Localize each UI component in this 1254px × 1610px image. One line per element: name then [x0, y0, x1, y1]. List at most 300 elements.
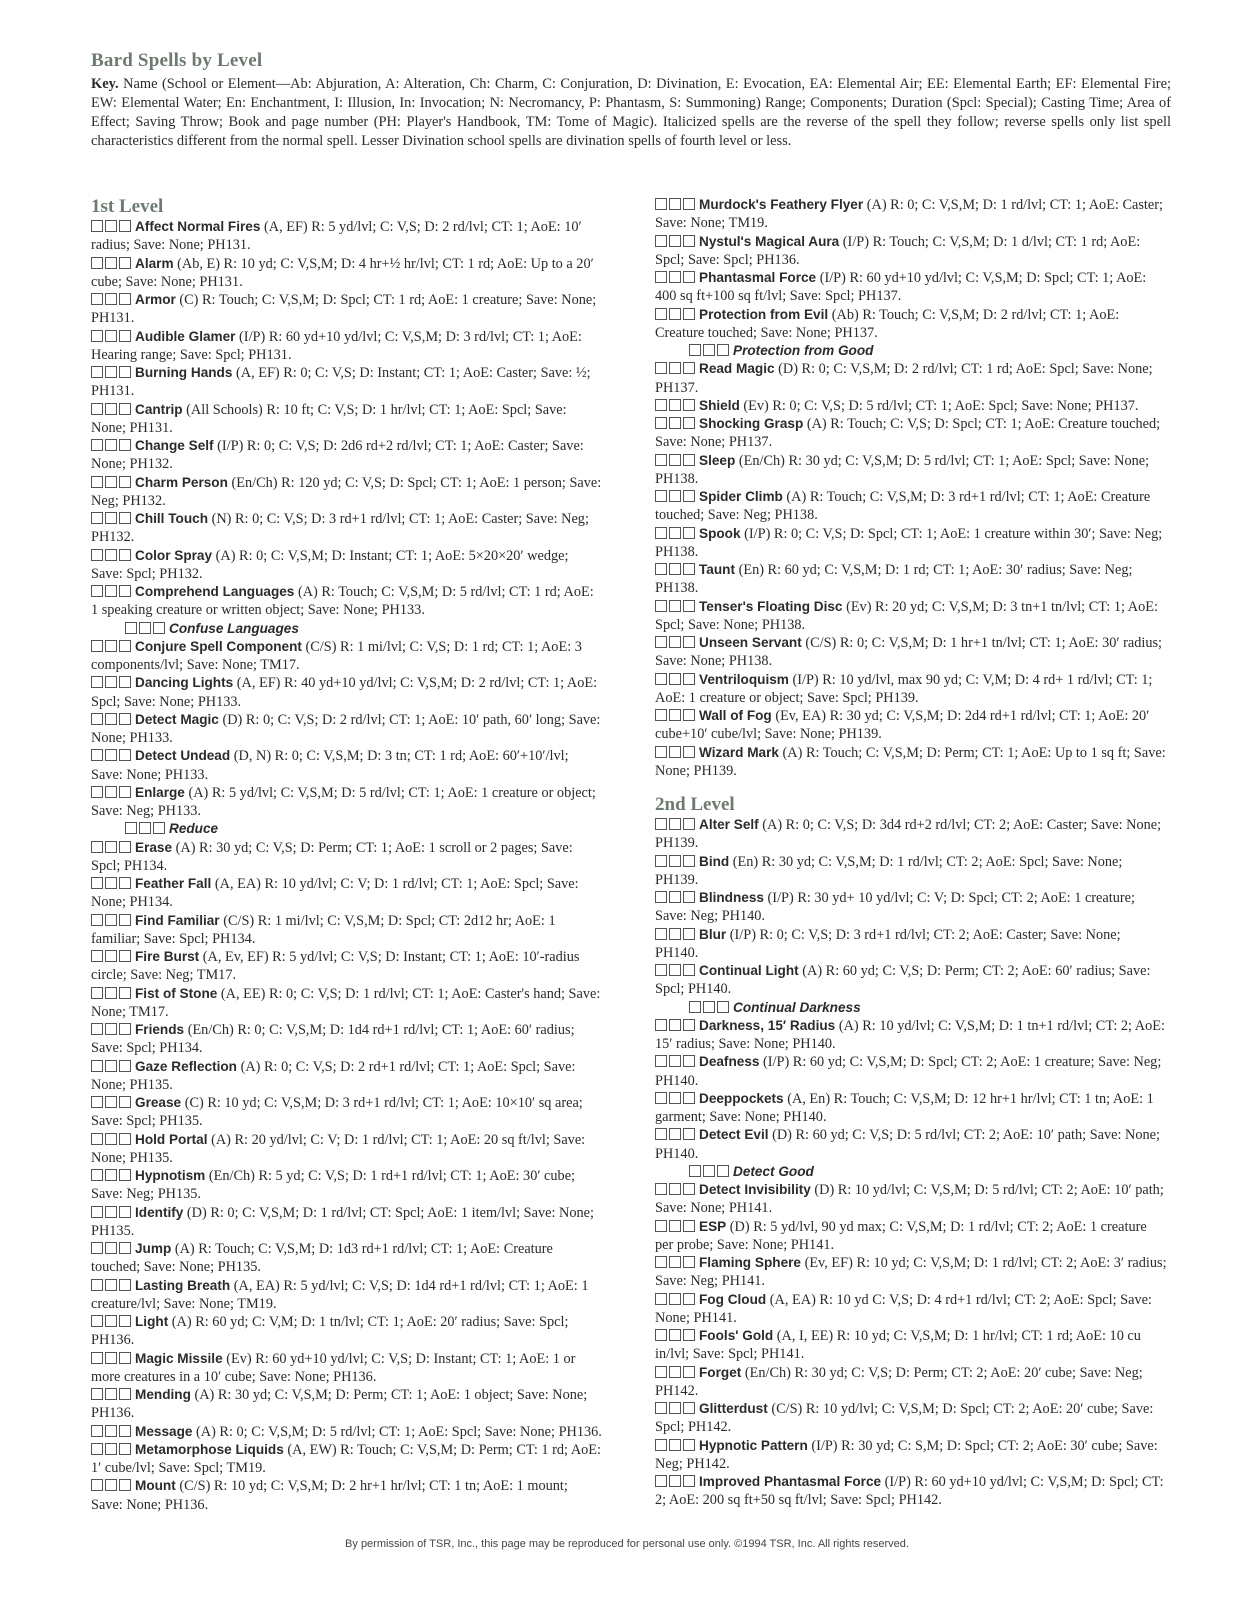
- checkbox-icon[interactable]: [119, 549, 131, 561]
- checkbox-icon[interactable]: [683, 1402, 695, 1414]
- checkbox-icon[interactable]: [105, 476, 117, 488]
- checkbox-icon[interactable]: [91, 1443, 103, 1455]
- checkbox-icon[interactable]: [655, 1256, 667, 1268]
- prep-checkboxes[interactable]: [91, 510, 133, 528]
- checkbox-icon[interactable]: [119, 257, 131, 269]
- checkbox-icon[interactable]: [717, 1001, 729, 1013]
- prep-checkboxes[interactable]: [655, 1126, 697, 1144]
- checkbox-icon[interactable]: [669, 964, 681, 976]
- checkbox-icon[interactable]: [91, 987, 103, 999]
- checkbox-icon[interactable]: [119, 1133, 131, 1145]
- checkbox-icon[interactable]: [669, 1220, 681, 1232]
- checkbox-icon[interactable]: [105, 512, 117, 524]
- checkbox-icon[interactable]: [105, 549, 117, 561]
- prep-checkboxes[interactable]: [91, 583, 133, 601]
- checkbox-icon[interactable]: [119, 1352, 131, 1364]
- checkbox-icon[interactable]: [105, 1060, 117, 1072]
- checkbox-icon[interactable]: [655, 198, 667, 210]
- checkbox-icon[interactable]: [683, 399, 695, 411]
- checkbox-icon[interactable]: [703, 344, 715, 356]
- checkbox-icon[interactable]: [105, 713, 117, 725]
- prep-checkboxes[interactable]: [655, 1437, 697, 1455]
- prep-checkboxes[interactable]: [91, 674, 133, 692]
- checkbox-icon[interactable]: [683, 818, 695, 830]
- prep-checkboxes[interactable]: [91, 948, 133, 966]
- prep-checkboxes[interactable]: [655, 415, 697, 433]
- checkbox-icon[interactable]: [105, 841, 117, 853]
- checkbox-icon[interactable]: [655, 636, 667, 648]
- checkbox-icon[interactable]: [655, 563, 667, 575]
- prep-checkboxes[interactable]: [655, 196, 697, 214]
- checkbox-icon[interactable]: [655, 399, 667, 411]
- checkbox-icon[interactable]: [683, 308, 695, 320]
- checkbox-icon[interactable]: [683, 1366, 695, 1378]
- prep-checkboxes[interactable]: [91, 1386, 133, 1404]
- checkbox-icon[interactable]: [119, 220, 131, 232]
- checkbox-icon[interactable]: [689, 1165, 701, 1177]
- checkbox-icon[interactable]: [105, 640, 117, 652]
- checkbox-icon[interactable]: [683, 1329, 695, 1341]
- checkbox-icon[interactable]: [655, 308, 667, 320]
- checkbox-icon[interactable]: [105, 987, 117, 999]
- checkbox-icon[interactable]: [91, 1060, 103, 1072]
- checkbox-icon[interactable]: [119, 403, 131, 415]
- checkbox-icon[interactable]: [105, 1206, 117, 1218]
- checkbox-icon[interactable]: [669, 709, 681, 721]
- checkbox-icon[interactable]: [105, 1169, 117, 1181]
- prep-checkboxes[interactable]: [91, 1350, 133, 1368]
- checkbox-icon[interactable]: [119, 512, 131, 524]
- prep-checkboxes[interactable]: [655, 1327, 697, 1345]
- prep-checkboxes[interactable]: [91, 474, 133, 492]
- checkbox-icon[interactable]: [683, 454, 695, 466]
- prep-checkboxes[interactable]: [125, 620, 167, 638]
- prep-checkboxes[interactable]: [91, 1131, 133, 1149]
- checkbox-icon[interactable]: [669, 563, 681, 575]
- checkbox-icon[interactable]: [669, 1019, 681, 1031]
- prep-checkboxes[interactable]: [655, 1090, 697, 1108]
- checkbox-icon[interactable]: [105, 1443, 117, 1455]
- checkbox-icon[interactable]: [119, 987, 131, 999]
- prep-checkboxes[interactable]: [91, 364, 133, 382]
- prep-checkboxes[interactable]: [91, 547, 133, 565]
- checkbox-icon[interactable]: [105, 1133, 117, 1145]
- checkbox-icon[interactable]: [119, 330, 131, 342]
- checkbox-icon[interactable]: [689, 344, 701, 356]
- checkbox-icon[interactable]: [683, 490, 695, 502]
- prep-checkboxes[interactable]: [655, 1291, 697, 1309]
- checkbox-icon[interactable]: [105, 1023, 117, 1035]
- prep-checkboxes[interactable]: [91, 1021, 133, 1039]
- prep-checkboxes[interactable]: [655, 889, 697, 907]
- reverse-spell-entry: [655, 999, 1167, 1017]
- checkbox-icon[interactable]: [655, 709, 667, 721]
- prep-checkboxes[interactable]: [655, 926, 697, 944]
- checkbox-icon[interactable]: [125, 822, 137, 834]
- checkbox-icon[interactable]: [683, 891, 695, 903]
- prep-checkboxes[interactable]: [91, 985, 133, 1003]
- checkbox-icon[interactable]: [669, 1256, 681, 1268]
- prep-checkboxes[interactable]: [655, 1181, 697, 1199]
- checkbox-icon[interactable]: [669, 1439, 681, 1451]
- checkbox-icon[interactable]: [683, 563, 695, 575]
- prep-checkboxes[interactable]: [91, 1094, 133, 1112]
- checkbox-icon[interactable]: [105, 1425, 117, 1437]
- checkbox-icon[interactable]: [105, 749, 117, 761]
- checkbox-icon[interactable]: [669, 454, 681, 466]
- checkbox-icon[interactable]: [655, 855, 667, 867]
- checkbox-icon[interactable]: [91, 914, 103, 926]
- checkbox-icon[interactable]: [91, 293, 103, 305]
- checkbox-icon[interactable]: [119, 366, 131, 378]
- prep-checkboxes[interactable]: [91, 437, 133, 455]
- checkbox-icon[interactable]: [91, 1279, 103, 1291]
- checkbox-icon[interactable]: [655, 891, 667, 903]
- checkbox-icon[interactable]: [669, 1402, 681, 1414]
- checkbox-icon[interactable]: [683, 1183, 695, 1195]
- checkbox-icon[interactable]: [91, 950, 103, 962]
- checkbox-icon[interactable]: [119, 476, 131, 488]
- prep-checkboxes[interactable]: [655, 1400, 697, 1418]
- checkbox-icon[interactable]: [669, 855, 681, 867]
- checkbox-icon[interactable]: [91, 585, 103, 597]
- checkbox-icon[interactable]: [669, 746, 681, 758]
- checkbox-icon[interactable]: [655, 673, 667, 685]
- checkbox-icon[interactable]: [91, 841, 103, 853]
- prep-checkboxes[interactable]: [91, 1313, 133, 1331]
- checkbox-icon[interactable]: [105, 1279, 117, 1291]
- checkbox-icon[interactable]: [655, 1329, 667, 1341]
- checkbox-icon[interactable]: [683, 527, 695, 539]
- checkbox-icon[interactable]: [91, 877, 103, 889]
- prep-checkboxes[interactable]: [655, 707, 697, 725]
- checkbox-icon[interactable]: [119, 713, 131, 725]
- checkbox-icon[interactable]: [91, 1315, 103, 1327]
- prep-checkboxes[interactable]: [655, 598, 697, 616]
- checkbox-icon[interactable]: [655, 928, 667, 940]
- checkbox-icon[interactable]: [655, 362, 667, 374]
- prep-checkboxes[interactable]: [655, 525, 697, 543]
- checkbox-icon[interactable]: [91, 403, 103, 415]
- checkbox-icon[interactable]: [655, 1183, 667, 1195]
- checkbox-icon[interactable]: [119, 1279, 131, 1291]
- checkbox-icon[interactable]: [669, 527, 681, 539]
- prep-checkboxes[interactable]: [91, 912, 133, 930]
- checkbox-icon[interactable]: [91, 1388, 103, 1400]
- checkbox-icon[interactable]: [683, 600, 695, 612]
- checkbox-icon[interactable]: [119, 914, 131, 926]
- checkbox-icon[interactable]: [669, 1475, 681, 1487]
- checkbox-icon[interactable]: [683, 198, 695, 210]
- checkbox-icon[interactable]: [119, 1169, 131, 1181]
- checkbox-icon[interactable]: [655, 746, 667, 758]
- checkbox-icon[interactable]: [655, 417, 667, 429]
- checkbox-icon[interactable]: [683, 235, 695, 247]
- checkbox-icon[interactable]: [91, 1479, 103, 1491]
- checkbox-icon[interactable]: [119, 1315, 131, 1327]
- checkbox-icon[interactable]: [153, 622, 165, 634]
- checkbox-icon[interactable]: [655, 1402, 667, 1414]
- checkbox-icon[interactable]: [105, 1352, 117, 1364]
- checkbox-icon[interactable]: [119, 585, 131, 597]
- checkbox-icon[interactable]: [91, 1169, 103, 1181]
- prep-checkboxes[interactable]: [655, 634, 697, 652]
- prep-checkboxes[interactable]: [655, 962, 697, 980]
- prep-checkboxes[interactable]: [655, 744, 697, 762]
- prep-checkboxes[interactable]: [689, 1163, 731, 1181]
- spell-name: Detect Evil: [699, 1127, 769, 1143]
- checkbox-icon[interactable]: [689, 1001, 701, 1013]
- prep-checkboxes[interactable]: [655, 1053, 697, 1071]
- prep-checkboxes[interactable]: [91, 875, 133, 893]
- checkbox-icon[interactable]: [91, 1425, 103, 1437]
- prep-checkboxes[interactable]: [91, 839, 133, 857]
- checkbox-icon[interactable]: [119, 1479, 131, 1491]
- checkbox-icon[interactable]: [119, 640, 131, 652]
- checkbox-icon[interactable]: [119, 1425, 131, 1437]
- checkbox-icon[interactable]: [119, 293, 131, 305]
- checkbox-icon[interactable]: [105, 786, 117, 798]
- prep-checkboxes[interactable]: [655, 1218, 697, 1236]
- checkbox-icon[interactable]: [669, 271, 681, 283]
- checkbox-icon[interactable]: [669, 1293, 681, 1305]
- checkbox-icon[interactable]: [669, 673, 681, 685]
- checkbox-icon[interactable]: [683, 417, 695, 429]
- checkbox-icon[interactable]: [683, 1256, 695, 1268]
- prep-checkboxes[interactable]: [91, 1277, 133, 1295]
- checkbox-icon[interactable]: [119, 786, 131, 798]
- checkbox-icon[interactable]: [683, 1475, 695, 1487]
- checkbox-icon[interactable]: [105, 877, 117, 889]
- prep-checkboxes[interactable]: [689, 999, 731, 1017]
- prep-checkboxes[interactable]: [91, 1167, 133, 1185]
- spell-details: (A, Ev, EF) R: 5 yd/lvl; C: V,S; D: Instant; CT: 1; AoE: 10′-radius circle; Save: Neg; TM17.: [91, 949, 580, 984]
- prep-checkboxes[interactable]: [91, 401, 133, 419]
- checkbox-icon[interactable]: [683, 1092, 695, 1104]
- checkbox-icon[interactable]: [91, 1096, 103, 1108]
- checkbox-icon[interactable]: [105, 585, 117, 597]
- checkbox-icon[interactable]: [655, 454, 667, 466]
- checkbox-icon[interactable]: [91, 330, 103, 342]
- checkbox-icon[interactable]: [669, 928, 681, 940]
- prep-checkboxes[interactable]: [689, 342, 731, 360]
- prep-checkboxes[interactable]: [91, 1240, 133, 1258]
- checkbox-icon[interactable]: [119, 950, 131, 962]
- prep-checkboxes[interactable]: [91, 328, 133, 346]
- checkbox-icon[interactable]: [105, 1388, 117, 1400]
- checkbox-icon[interactable]: [669, 636, 681, 648]
- checkbox-icon[interactable]: [683, 1055, 695, 1067]
- prep-checkboxes[interactable]: [91, 638, 133, 656]
- checkbox-icon[interactable]: [119, 676, 131, 688]
- checkbox-icon[interactable]: [683, 271, 695, 283]
- checkbox-icon[interactable]: [91, 1352, 103, 1364]
- checkbox-icon[interactable]: [683, 928, 695, 940]
- prep-checkboxes[interactable]: [91, 711, 133, 729]
- prep-checkboxes[interactable]: [91, 784, 133, 802]
- checkbox-icon[interactable]: [655, 818, 667, 830]
- prep-checkboxes[interactable]: [655, 816, 697, 834]
- checkbox-icon[interactable]: [91, 1206, 103, 1218]
- checkbox-icon[interactable]: [683, 964, 695, 976]
- checkbox-icon[interactable]: [119, 1023, 131, 1035]
- checkbox-icon[interactable]: [105, 366, 117, 378]
- checkbox-icon[interactable]: [669, 490, 681, 502]
- checkbox-icon[interactable]: [119, 841, 131, 853]
- checkbox-icon[interactable]: [655, 600, 667, 612]
- checkbox-icon[interactable]: [669, 362, 681, 374]
- prep-checkboxes[interactable]: [655, 488, 697, 506]
- checkbox-icon[interactable]: [669, 1329, 681, 1341]
- checkbox-icon[interactable]: [91, 749, 103, 761]
- checkbox-icon[interactable]: [669, 399, 681, 411]
- prep-checkboxes[interactable]: [655, 671, 697, 689]
- checkbox-icon[interactable]: [655, 1220, 667, 1232]
- checkbox-icon[interactable]: [139, 622, 151, 634]
- prep-checkboxes[interactable]: [655, 853, 697, 871]
- checkbox-icon[interactable]: [655, 1366, 667, 1378]
- prep-checkboxes[interactable]: [655, 233, 697, 251]
- checkbox-icon[interactable]: [683, 855, 695, 867]
- checkbox-icon[interactable]: [105, 1242, 117, 1254]
- checkbox-icon[interactable]: [655, 964, 667, 976]
- checkbox-icon[interactable]: [669, 1366, 681, 1378]
- checkbox-icon[interactable]: [119, 1206, 131, 1218]
- checkbox-icon[interactable]: [683, 746, 695, 758]
- checkbox-icon[interactable]: [105, 1096, 117, 1108]
- checkbox-icon[interactable]: [655, 1092, 667, 1104]
- checkbox-icon[interactable]: [105, 950, 117, 962]
- checkbox-icon[interactable]: [683, 709, 695, 721]
- checkbox-icon[interactable]: [105, 1315, 117, 1327]
- checkbox-icon[interactable]: [119, 749, 131, 761]
- checkbox-icon[interactable]: [91, 549, 103, 561]
- checkbox-icon[interactable]: [91, 476, 103, 488]
- checkbox-icon[interactable]: [703, 1001, 715, 1013]
- checkbox-icon[interactable]: [655, 1128, 667, 1140]
- checkbox-icon[interactable]: [105, 676, 117, 688]
- checkbox-icon[interactable]: [655, 1475, 667, 1487]
- checkbox-icon[interactable]: [105, 257, 117, 269]
- prep-checkboxes[interactable]: [91, 1477, 133, 1495]
- checkbox-icon[interactable]: [683, 1128, 695, 1140]
- checkbox-icon[interactable]: [683, 1439, 695, 1451]
- checkbox-icon[interactable]: [683, 1220, 695, 1232]
- checkbox-icon[interactable]: [91, 220, 103, 232]
- checkbox-icon[interactable]: [91, 1023, 103, 1035]
- checkbox-icon[interactable]: [105, 220, 117, 232]
- checkbox-icon[interactable]: [655, 235, 667, 247]
- checkbox-icon[interactable]: [105, 293, 117, 305]
- checkbox-icon[interactable]: [669, 308, 681, 320]
- checkbox-icon[interactable]: [153, 822, 165, 834]
- checkbox-icon[interactable]: [669, 818, 681, 830]
- prep-checkboxes[interactable]: [655, 1254, 697, 1272]
- checkbox-icon[interactable]: [91, 640, 103, 652]
- checkbox-icon[interactable]: [91, 512, 103, 524]
- prep-checkboxes[interactable]: [91, 291, 133, 309]
- checkbox-icon[interactable]: [119, 1443, 131, 1455]
- checkbox-icon[interactable]: [91, 676, 103, 688]
- prep-checkboxes[interactable]: [655, 1017, 697, 1035]
- checkbox-icon[interactable]: [655, 490, 667, 502]
- prep-checkboxes[interactable]: [91, 218, 133, 236]
- prep-checkboxes[interactable]: [655, 360, 697, 378]
- checkbox-icon[interactable]: [683, 636, 695, 648]
- checkbox-icon[interactable]: [91, 439, 103, 451]
- checkbox-icon[interactable]: [669, 600, 681, 612]
- checkbox-icon[interactable]: [655, 527, 667, 539]
- checkbox-icon[interactable]: [105, 439, 117, 451]
- checkbox-icon[interactable]: [105, 330, 117, 342]
- checkbox-icon[interactable]: [105, 914, 117, 926]
- prep-checkboxes[interactable]: [655, 1364, 697, 1382]
- checkbox-icon[interactable]: [683, 1293, 695, 1305]
- prep-checkboxes[interactable]: [91, 1423, 133, 1441]
- checkbox-icon[interactable]: [119, 1388, 131, 1400]
- checkbox-icon[interactable]: [119, 1242, 131, 1254]
- prep-checkboxes[interactable]: [655, 1473, 697, 1491]
- prep-checkboxes[interactable]: [655, 397, 697, 415]
- checkbox-icon[interactable]: [91, 713, 103, 725]
- checkbox-icon[interactable]: [683, 1019, 695, 1031]
- prep-checkboxes[interactable]: [91, 255, 133, 273]
- checkbox-icon[interactable]: [119, 1096, 131, 1108]
- checkbox-icon[interactable]: [669, 1055, 681, 1067]
- prep-checkboxes[interactable]: [91, 1204, 133, 1222]
- prep-checkboxes[interactable]: [91, 1058, 133, 1076]
- checkbox-icon[interactable]: [669, 198, 681, 210]
- checkbox-icon[interactable]: [669, 1128, 681, 1140]
- checkbox-icon[interactable]: [139, 822, 151, 834]
- checkbox-icon[interactable]: [669, 1183, 681, 1195]
- checkbox-icon[interactable]: [669, 891, 681, 903]
- prep-checkboxes[interactable]: [91, 1441, 133, 1459]
- checkbox-icon[interactable]: [91, 1242, 103, 1254]
- checkbox-icon[interactable]: [655, 1055, 667, 1067]
- checkbox-icon[interactable]: [91, 1133, 103, 1145]
- checkbox-icon[interactable]: [669, 417, 681, 429]
- checkbox-icon[interactable]: [655, 271, 667, 283]
- checkbox-icon[interactable]: [119, 1060, 131, 1072]
- checkbox-icon[interactable]: [119, 439, 131, 451]
- checkbox-icon[interactable]: [105, 403, 117, 415]
- checkbox-icon[interactable]: [703, 1165, 715, 1177]
- prep-checkboxes[interactable]: [91, 747, 133, 765]
- prep-checkboxes[interactable]: [655, 269, 697, 287]
- spell-name: Flaming Sphere: [699, 1255, 801, 1270]
- checkbox-icon[interactable]: [669, 235, 681, 247]
- checkbox-icon[interactable]: [669, 1092, 681, 1104]
- checkbox-icon[interactable]: [105, 1479, 117, 1491]
- checkbox-icon[interactable]: [717, 344, 729, 356]
- checkbox-icon[interactable]: [119, 877, 131, 889]
- checkbox-icon[interactable]: [91, 257, 103, 269]
- prep-checkboxes[interactable]: [655, 561, 697, 579]
- checkbox-icon[interactable]: [125, 622, 137, 634]
- checkbox-icon[interactable]: [683, 362, 695, 374]
- checkbox-icon[interactable]: [655, 1439, 667, 1451]
- checkbox-icon[interactable]: [655, 1293, 667, 1305]
- checkbox-icon[interactable]: [717, 1165, 729, 1177]
- prep-checkboxes[interactable]: [655, 452, 697, 470]
- checkbox-icon[interactable]: [91, 366, 103, 378]
- prep-checkboxes[interactable]: [655, 306, 697, 324]
- checkbox-icon[interactable]: [91, 786, 103, 798]
- prep-checkboxes[interactable]: [125, 820, 167, 838]
- checkbox-icon[interactable]: [655, 1019, 667, 1031]
- checkbox-icon[interactable]: [683, 673, 695, 685]
